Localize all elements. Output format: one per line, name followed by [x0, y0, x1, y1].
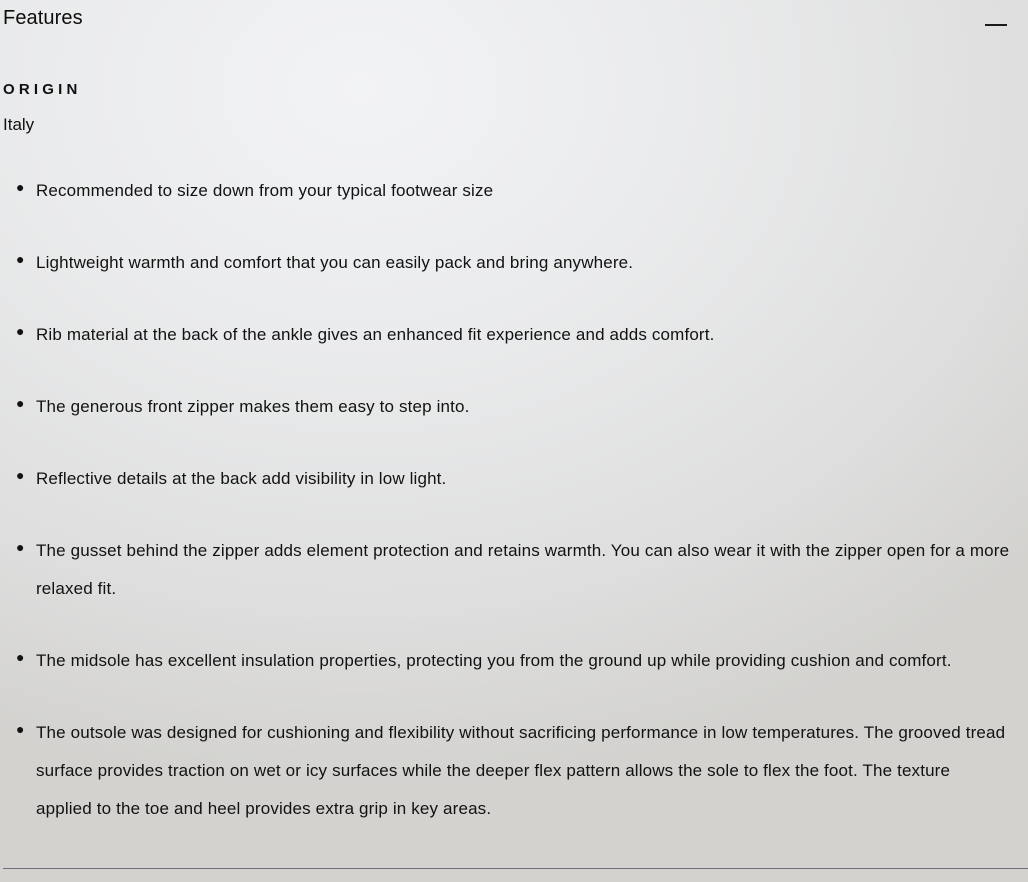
- feature-text: Lightweight warmth and comfort that you can easily pack and bring anywhere.: [36, 253, 634, 272]
- minus-icon: [985, 24, 1007, 26]
- feature-item: [0, 316, 1010, 354]
- bullet-icon: ●: [16, 649, 25, 665]
- feature-item: [0, 714, 1010, 828]
- feature-text: The generous front zipper makes them easy to step into.: [36, 397, 470, 416]
- feature-text: Rib material at the back of the ankle gives an enhanced fit experience and adds comfort.: [36, 325, 715, 344]
- feature-item: [0, 642, 1010, 680]
- collapse-button[interactable]: [985, 8, 1025, 36]
- feature-text: Recommended to size down from your typical footwear size: [36, 181, 494, 200]
- bullet-icon: ●: [16, 251, 25, 267]
- bullet-icon: ●: [16, 323, 25, 339]
- section-title: Features: [3, 7, 83, 29]
- feature-text: Reflective details at the back add visibility in low light.: [36, 469, 447, 488]
- feature-item: [0, 244, 1010, 282]
- bullet-icon: ●: [16, 395, 25, 411]
- bullet-icon: ●: [16, 179, 25, 195]
- origin-label: ORIGIN: [3, 81, 82, 98]
- feature-text: The outsole was designed for cushioning and flexibility without sacrificing performance in low temperatures. The grooved tread surface provides traction on wet or icy surfaces while the deeper flex pattern allows the sole to flex the foot. The texture applied to the toe and heel provides extra grip in key areas.: [36, 723, 1006, 818]
- bullet-icon: ●: [16, 721, 25, 737]
- features-header[interactable]: [3, 6, 1025, 36]
- bullet-icon: ●: [16, 467, 25, 483]
- feature-item: [0, 460, 1010, 498]
- feature-item: [0, 388, 1010, 426]
- section-divider: [3, 868, 1028, 869]
- feature-text: The midsole has excellent insulation properties, protecting you from the ground up while providing cushion and comfort.: [36, 651, 952, 670]
- bullet-icon: ●: [16, 539, 25, 555]
- origin-value: Italy: [3, 115, 35, 134]
- feature-item: [0, 532, 1010, 608]
- feature-item: [0, 172, 1010, 210]
- feature-text: The gusset behind the zipper adds element protection and retains warmth. You can also wear it with the zipper open for a more relaxed fit.: [36, 541, 1010, 598]
- feature-list: [0, 172, 1010, 862]
